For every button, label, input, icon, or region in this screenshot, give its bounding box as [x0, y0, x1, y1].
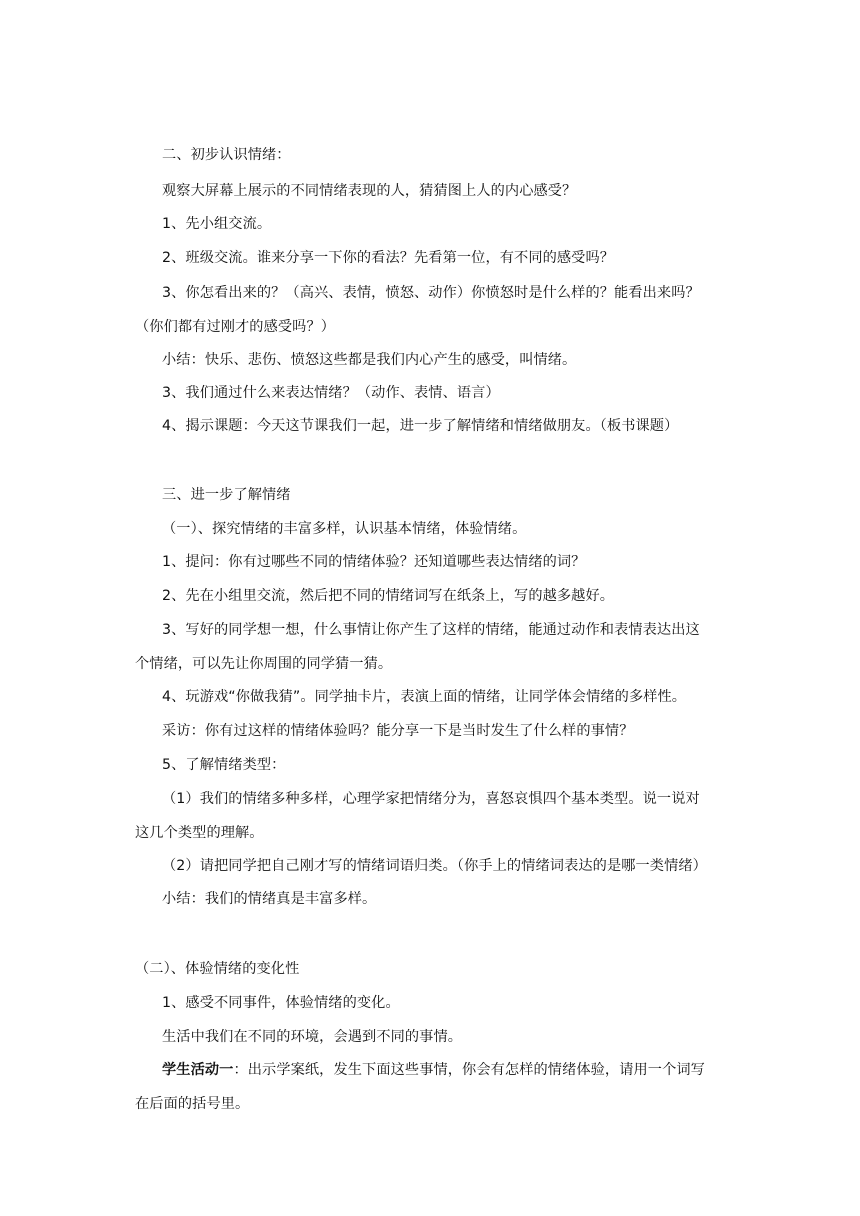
paragraph: 生活中我们在不同的环境，会遇到不同的事情。	[162, 1029, 463, 1045]
section-heading: 二、初步认识情绪：	[162, 147, 291, 163]
paragraph: 个情绪，可以先让你周围的同学猜一猜。	[135, 656, 393, 672]
paragraph: 1、提问：你有过哪些不同的情绪体验？还知道哪些表达情绪的词？	[162, 554, 586, 570]
paragraph: 这几个类型的理解。	[135, 825, 264, 841]
paragraph: 观察大屏幕上展示的不同情绪表现的人，猜猜图上人的内心感受？	[162, 183, 577, 199]
paragraph: 3、你怎看出来的？（高兴、表情，愤怒、动作）你愤怒时是什么样的？能看出来吗？	[162, 285, 700, 301]
paragraph: 2、班级交流。谁来分享一下你的看法？先看第一位，有不同的感受吗？	[162, 250, 615, 266]
paragraph: 4、玩游戏“你做我猜”。同学抽卡片，表演上面的情绪，让同学体会情绪的多样性。	[162, 689, 687, 705]
paragraph: 3、我们通过什么来表达情绪？（动作、表情、语言）	[162, 385, 500, 401]
paragraph: 3、写好的同学想一想，什么事情让你产生了这样的情绪，能通过动作和表情表达出这	[162, 622, 700, 638]
activity-label: 学生活动一	[162, 1062, 234, 1078]
subsection-heading: （二）、体验情绪的变化性	[135, 961, 300, 977]
paragraph: 小结：快乐、悲伤、愤怒这些都是我们内心产生的感受，叫情绪。	[162, 352, 577, 368]
paragraph: （一）、探究情绪的丰富多样，认识基本情绪，体验情绪。	[162, 521, 527, 537]
paragraph: 在后面的括号里。	[135, 1096, 250, 1112]
section-heading: 三、进一步了解情绪	[162, 487, 291, 503]
paragraph: 5、了解情绪类型：	[162, 757, 286, 773]
activity-paragraph	[162, 1061, 705, 1079]
activity-text: ：出示学案纸，发生下面这些事情，你会有怎样的情绪体验，请用一个词写	[233, 1062, 705, 1078]
paragraph: 1、感受不同事件，体验情绪的变化。	[162, 995, 400, 1011]
paragraph: （2）请把同学把自己刚才写的情绪词语归类。（你手上的情绪词表达的是哪一类情绪）	[162, 858, 707, 874]
paragraph: （你们都有过刚才的感受吗？）	[135, 319, 336, 335]
paragraph: 4、揭示课题：今天这节课我们一起，进一步了解情绪和情绪做朋友。（板书课题）	[162, 418, 679, 434]
paragraph: 2、先在小组里交流，然后把不同的情绪词写在纸条上，写的越多越好。	[162, 588, 615, 604]
paragraph: 采访：你有过这样的情绪体验吗？能分享一下是当时发生了什么样的事情？	[162, 723, 634, 739]
paragraph: 小结：我们的情绪真是丰富多样。	[162, 891, 377, 907]
paragraph: （1）我们的情绪多种多样，心理学家把情绪分为，喜怒哀惧四个基本类型。说一说对	[162, 791, 700, 807]
paragraph: 1、先小组交流。	[162, 216, 272, 232]
